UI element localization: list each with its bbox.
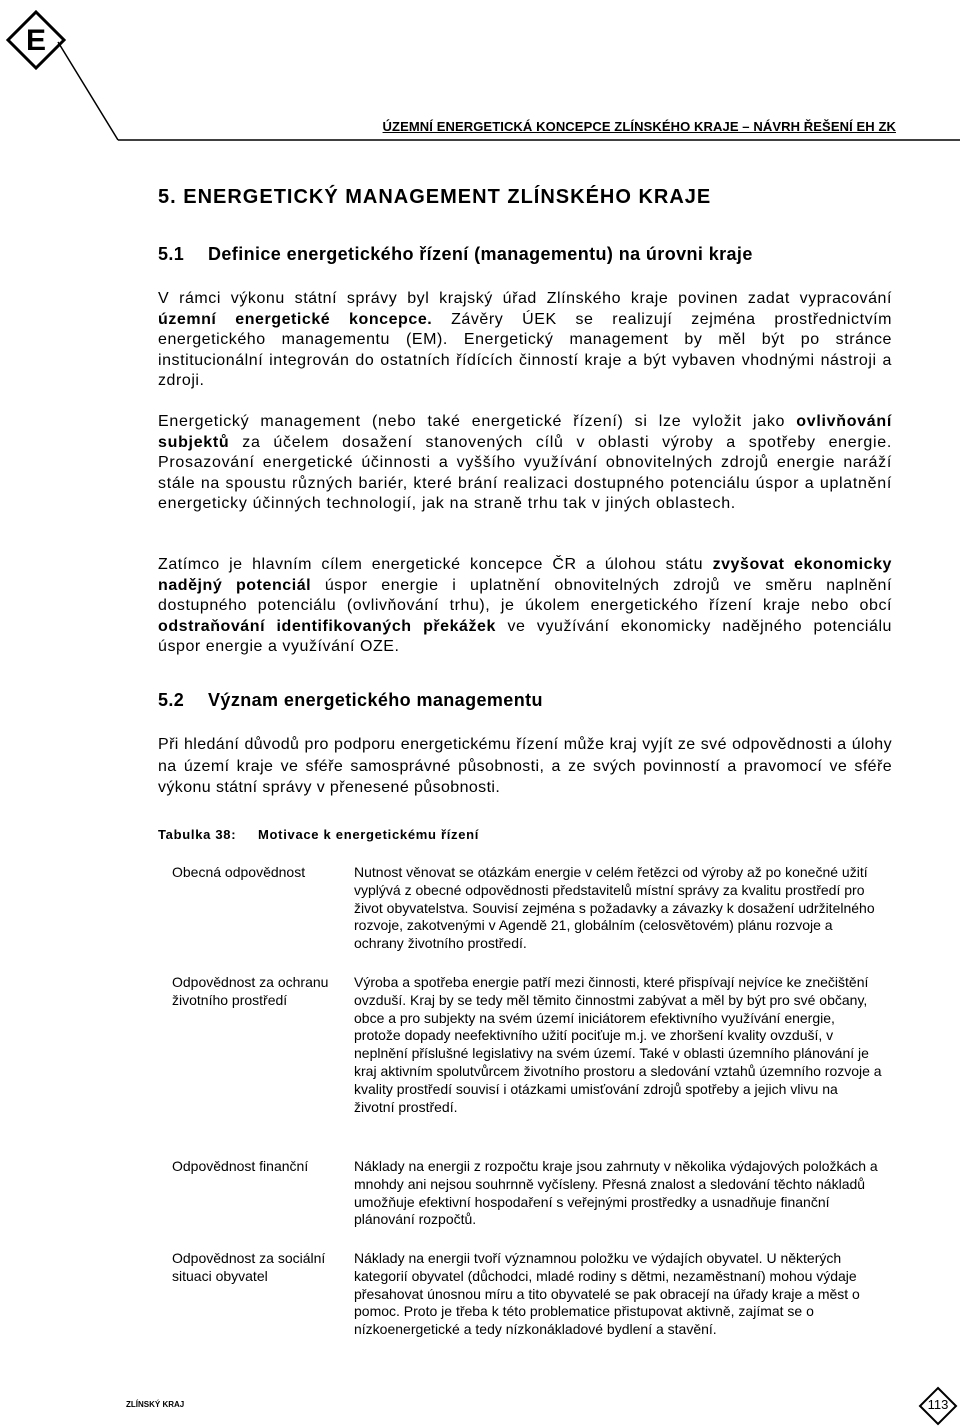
row-label: Odpovědnost za ochranu životního prostředí <box>172 974 329 1008</box>
paragraph: Při hledání důvodů pro podporu energetickému řízení může kraj vyjít ze své odpovědnosti a úlohy na území kraje ve sféře samosprávné působnosti, a ze svých povinností a pravomocí ve sféře výkonu státní správy v přenesené působnosti. <box>158 736 892 796</box>
page-number: 113 <box>927 1397 949 1412</box>
emphasis: ovlivňování subjektů <box>158 413 892 451</box>
section-number: 5.2 <box>158 690 185 710</box>
section-title: Definice energetického řízení (managementu) na úrovni kraje <box>208 244 753 264</box>
emphasis: územní energetické koncepce. <box>158 310 433 328</box>
row-text: Náklady na energii tvoří významnou položku ve výdajích obyvatel. U některých kategorií obyvatel (důchodci, mladé rodiny s dětmi, nezaměstnaní) mohou výdaje přesahovat únosnou míru a tito obyvatelé se pak obracejí na úřady kraje a měst o pomoc. Proto je třeba k této problematice přistupovat aktivně, zajímat se o nízkoenergetické a tedy nízkonákladové bydlení a stavění. <box>354 1250 860 1338</box>
row-label: Obecná odpovědnost <box>172 864 306 880</box>
text-run: úspor energie i uplatnění obnovitelných zdrojů ve směru naplnění dostupného potenciálu (ovlivňování trhu), je úkolem energetického řízení kraje nebo obcí <box>158 576 892 615</box>
emphasis: zvyšovat ekonomicky nadějný potenciál <box>158 556 892 594</box>
row-label: Odpovědnost za sociální situaci obyvatel <box>172 1250 326 1284</box>
emphasis: odstraňování identifikovaných překážek <box>158 617 496 635</box>
paragraph <box>158 555 892 658</box>
text-run: ve využívání ekonomicky nadějného potenciálu úspor energie a využívání OZE. <box>158 617 893 656</box>
row-text: Nutnost věnovat se otázkám energie v celém řetězci od výroby až po konečné užití vyplývá z obecné odpovědnosti představitelů místní správy za kvalitu prostředí pro život obyvatelstva. Souvisí zejména s požadavky a závazky k dosažení udržitelného rozvoje, zakotvenými v Agendě 21, globálním (celosvětovém) plánu rozvoje a ochrany životního prostředí. <box>354 864 875 952</box>
section-title: Význam energetického managementu <box>208 690 543 710</box>
text-run: V rámci výkonu státní správy byl krajský úřad Zlínského kraje povinen zadat vypracování <box>158 290 892 307</box>
section-heading-5-1 <box>158 244 753 265</box>
text-run: Závěry ÚEK se realizují zejména prostřednictvím energetického managementu (EM). Energetický management by měl být po stránce institucionální integrován do ostatních řídících činností kraje a být vybaven vhodnými nástroji a zdroji. <box>158 310 892 390</box>
text-run: za účelem dosažení stanovených cílů v oblasti výroby a spotřeby energie. Prosazování energetické účinnosti a vyššího využívání obnovitelných zdrojů energie naráží stále na spoustu různých bariér, které brání realizaci dostupného potenciálu úspor a uplatnění energeticky účinných technologií, jak na straně trhu tak v jiných oblastech. <box>158 433 892 513</box>
table-caption <box>158 827 479 842</box>
footer-region: ZLÍNSKÝ KRAJ <box>126 1400 185 1409</box>
table-caption-label: Tabulka 38: <box>158 827 237 842</box>
header-title: ÚZEMNÍ ENERGETICKÁ KONCEPCE ZLÍNSKÉHO KRAJE – NÁVRH ŘEŠENÍ EH ZK <box>382 119 896 134</box>
text-run: Energetický management (nebo také energetické řízení) si lze vyložit jako <box>158 413 797 430</box>
logo-letter: E <box>25 24 47 57</box>
section-number: 5.1 <box>158 244 185 264</box>
text-run: Zatímco je hlavním cílem energetické koncepce ČR a úlohou státu <box>158 556 713 573</box>
paragraph <box>158 289 892 392</box>
section-heading-5-2 <box>158 690 543 711</box>
paragraph <box>158 412 892 515</box>
row-text: Náklady na energii z rozpočtu kraje jsou zahrnuty v několika výdajových položkách a mnohdy ani nejsou souhrnně vyčísleny. Přesná znalost a sledování těchto nákladů umožňuje efektivní hospodaření s veřejnými prostředky a usnadňuje finanční plánování rozpočtů. <box>354 1158 878 1228</box>
row-label: Odpovědnost finanční <box>172 1158 309 1174</box>
table-caption-text: Motivace k energetickému řízení <box>258 827 480 842</box>
chapter-title: 5. ENERGETICKÝ MANAGEMENT ZLÍNSKÉHO KRAJE <box>158 186 712 208</box>
row-text: Výroba a spotřeba energie patří mezi činnosti, které přispívají nejvíce ke znečištění ovzduší. Kraj by se tedy měl těmito činnostmi zabývat a měl by být pro své občany, obce a pro subjekty na svém území iniciátorem efektivního využívání energie, protože dopady neefektivního užití pociťuje m.j. ve zhoršení kvality ovzduší, v neplnění příslušné legislativy na svém území. Také v oblasti územního plánování je kraj aktivním spolutvůrcem životního prostoru a sledování vztahů územního rozvoje a kvality prostředí souvisí i otázkami umisťování zdrojů spotřeby a jejich vlivu na životní prostředí. <box>354 974 882 1115</box>
